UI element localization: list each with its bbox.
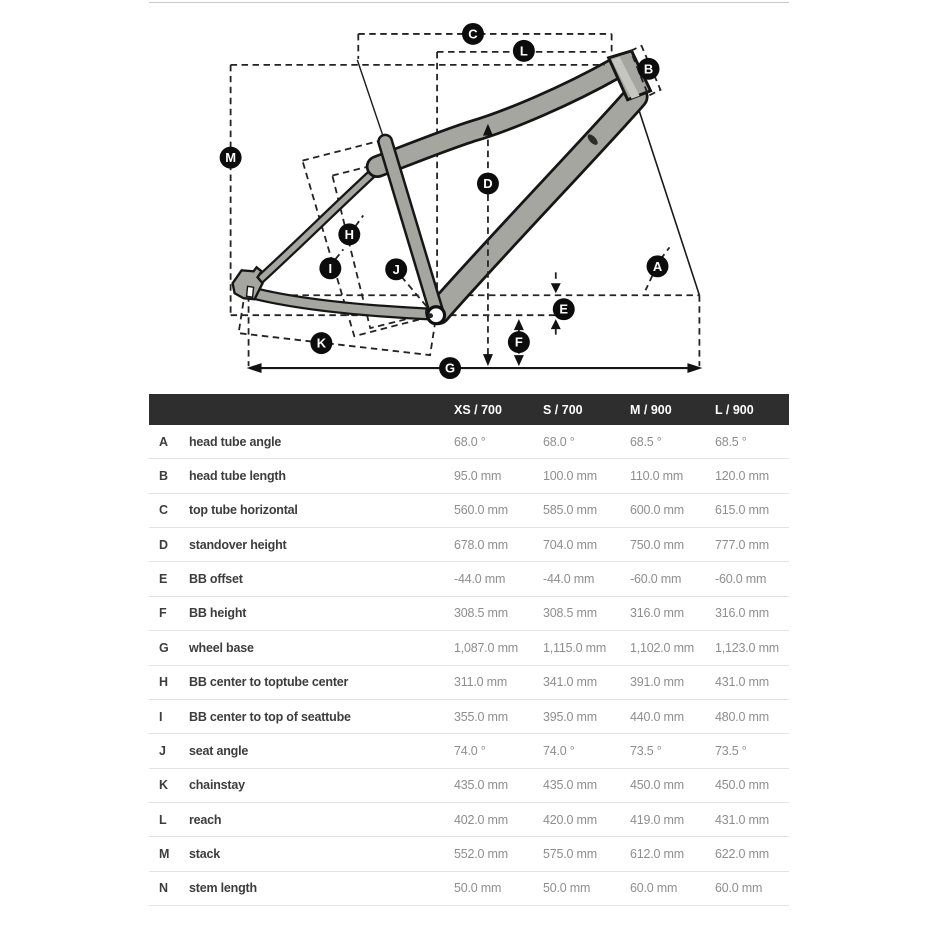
row-letter: L <box>159 812 167 827</box>
row-value: 100.0 mm <box>543 469 597 484</box>
row-value: 73.5 ° <box>715 743 747 758</box>
row-label: BB center to toptube center <box>189 675 349 690</box>
marker-letter: M <box>225 150 237 166</box>
marker-F <box>508 331 530 353</box>
row-label: BB offset <box>189 572 243 587</box>
row-letter: I <box>159 709 163 724</box>
size-column-header: L / 900 <box>715 402 754 417</box>
row-value: 431.0 mm <box>715 812 769 827</box>
row-value: 60.0 mm <box>630 881 678 896</box>
marker-G <box>439 357 461 379</box>
row-value: 68.5 ° <box>715 434 747 449</box>
row-value: 311.0 mm <box>454 675 508 690</box>
row-value: 1,115.0 mm <box>543 640 607 655</box>
row-letter: K <box>159 778 169 793</box>
row-value: 440.0 mm <box>630 709 684 724</box>
row-value: 450.0 mm <box>715 778 769 793</box>
marker-H <box>338 223 360 245</box>
row-value: 480.0 mm <box>715 709 769 724</box>
row-value: 50.0 mm <box>543 881 591 896</box>
geometry-row-L <box>149 803 789 837</box>
row-value: 74.0 ° <box>543 743 575 758</box>
marker-L <box>513 40 535 62</box>
row-value: 110.0 mm <box>630 469 684 484</box>
marker-letter: L <box>519 43 528 59</box>
row-label: head tube angle <box>189 434 282 449</box>
row-label: standover height <box>189 537 287 552</box>
row-value: 575.0 mm <box>543 846 597 861</box>
row-value: 1,087.0 mm <box>454 640 519 655</box>
row-value: 355.0 mm <box>454 709 508 724</box>
row-label: wheel base <box>189 640 254 655</box>
row-label: BB height <box>189 606 247 621</box>
row-value: 395.0 mm <box>543 709 597 724</box>
marker-B <box>638 58 660 80</box>
row-value: 308.5 mm <box>543 606 597 621</box>
row-value: -60.0 mm <box>715 572 767 587</box>
row-value: 50.0 mm <box>454 881 502 896</box>
row-label: reach <box>189 812 222 827</box>
row-value: 341.0 mm <box>543 675 597 690</box>
row-letter: A <box>159 434 169 449</box>
geometry-table <box>149 394 789 906</box>
row-value: 74.0 ° <box>454 743 486 758</box>
row-value: 704.0 mm <box>543 537 597 552</box>
marker-letter: H <box>344 226 354 242</box>
row-letter: H <box>159 675 169 690</box>
row-value: 420.0 mm <box>543 812 597 827</box>
marker-letter: C <box>468 26 478 42</box>
row-value: 1,102.0 mm <box>630 640 695 655</box>
bike-frame <box>233 51 700 324</box>
row-value: 316.0 mm <box>630 606 684 621</box>
marker-E <box>553 298 575 320</box>
row-value: 615.0 mm <box>715 503 769 518</box>
marker-A <box>647 255 669 277</box>
row-value: 435.0 mm <box>543 778 597 793</box>
row-label: stack <box>189 846 220 861</box>
row-value: 73.5 ° <box>630 743 662 758</box>
marker-letter: E <box>559 301 569 317</box>
row-label: head tube length <box>189 469 286 484</box>
size-column-header: M / 900 <box>630 402 672 417</box>
row-letter: G <box>159 640 169 655</box>
row-letter: M <box>159 846 170 861</box>
row-value: 431.0 mm <box>715 675 769 690</box>
row-value: 1,123.0 mm <box>715 640 780 655</box>
row-value: 419.0 mm <box>630 812 684 827</box>
row-value: -60.0 mm <box>630 572 682 587</box>
marker-K <box>310 332 332 354</box>
row-letter: D <box>159 537 169 552</box>
row-value: 68.5 ° <box>630 434 662 449</box>
marker-M <box>220 147 242 169</box>
row-value: -44.0 mm <box>543 572 595 587</box>
geometry-rows <box>149 425 789 906</box>
row-label: BB center to top of seattube <box>189 709 351 724</box>
geometry-row-E <box>149 562 789 596</box>
row-value: 600.0 mm <box>630 503 684 518</box>
row-label: chainstay <box>189 778 245 793</box>
row-value: 585.0 mm <box>543 503 597 518</box>
row-value: 68.0 ° <box>543 434 575 449</box>
row-letter: J <box>159 743 166 758</box>
row-value: 120.0 mm <box>715 469 769 484</box>
geometry-row-G <box>149 631 789 665</box>
geometry-row-M <box>149 837 789 871</box>
geometry-row-B <box>149 459 789 493</box>
marker-letter: D <box>483 176 493 192</box>
row-value: 308.5 mm <box>454 606 508 621</box>
marker-letter: I <box>328 260 333 276</box>
marker-letter: A <box>652 258 663 274</box>
row-value: 560.0 mm <box>454 503 508 518</box>
marker-J <box>385 258 407 280</box>
geometry-row-C <box>149 494 789 528</box>
row-value: 552.0 mm <box>454 846 508 861</box>
row-value: 612.0 mm <box>630 846 684 861</box>
geometry-row-H <box>149 666 789 700</box>
geometry-row-K <box>149 769 789 803</box>
seat-axis-line <box>357 60 385 143</box>
row-letter: F <box>159 606 167 621</box>
row-value: 678.0 mm <box>454 537 508 552</box>
marker-letter: F <box>514 334 523 350</box>
row-letter: N <box>159 881 169 896</box>
marker-letter: B <box>643 61 654 77</box>
row-value: 95.0 mm <box>454 469 502 484</box>
row-letter: B <box>159 469 169 484</box>
geometry-row-A <box>149 425 789 459</box>
row-value: 750.0 mm <box>630 537 684 552</box>
marker-letter: K <box>316 335 327 351</box>
row-value: 622.0 mm <box>715 846 769 861</box>
row-value: -44.0 mm <box>454 572 506 587</box>
row-value: 391.0 mm <box>630 675 684 690</box>
row-value: 60.0 mm <box>715 881 763 896</box>
size-column-header: S / 700 <box>543 402 583 417</box>
row-label: seat angle <box>189 743 249 758</box>
size-header-row <box>149 394 789 425</box>
frame-geometry-diagram <box>149 3 789 392</box>
marker-letter: G <box>445 360 456 376</box>
row-value: 316.0 mm <box>715 606 769 621</box>
geometry-row-J <box>149 734 789 768</box>
geometry-row-I <box>149 700 789 734</box>
marker-letter: J <box>392 261 400 277</box>
row-value: 68.0 ° <box>454 434 486 449</box>
marker-C <box>462 23 484 45</box>
row-value: 435.0 mm <box>454 778 508 793</box>
row-letter: E <box>159 572 168 587</box>
row-label: stem length <box>189 881 257 896</box>
marker-I <box>319 257 341 279</box>
geometry-row-N <box>149 872 789 906</box>
row-value: 450.0 mm <box>630 778 684 793</box>
page-content <box>149 2 789 906</box>
row-letter: C <box>159 503 169 518</box>
marker-D <box>477 173 499 195</box>
geometry-row-D <box>149 528 789 562</box>
size-column-header: XS / 700 <box>454 402 502 417</box>
geometry-row-F <box>149 597 789 631</box>
row-value: 402.0 mm <box>454 812 508 827</box>
row-value: 777.0 mm <box>715 537 769 552</box>
row-label: top tube horizontal <box>189 503 298 518</box>
